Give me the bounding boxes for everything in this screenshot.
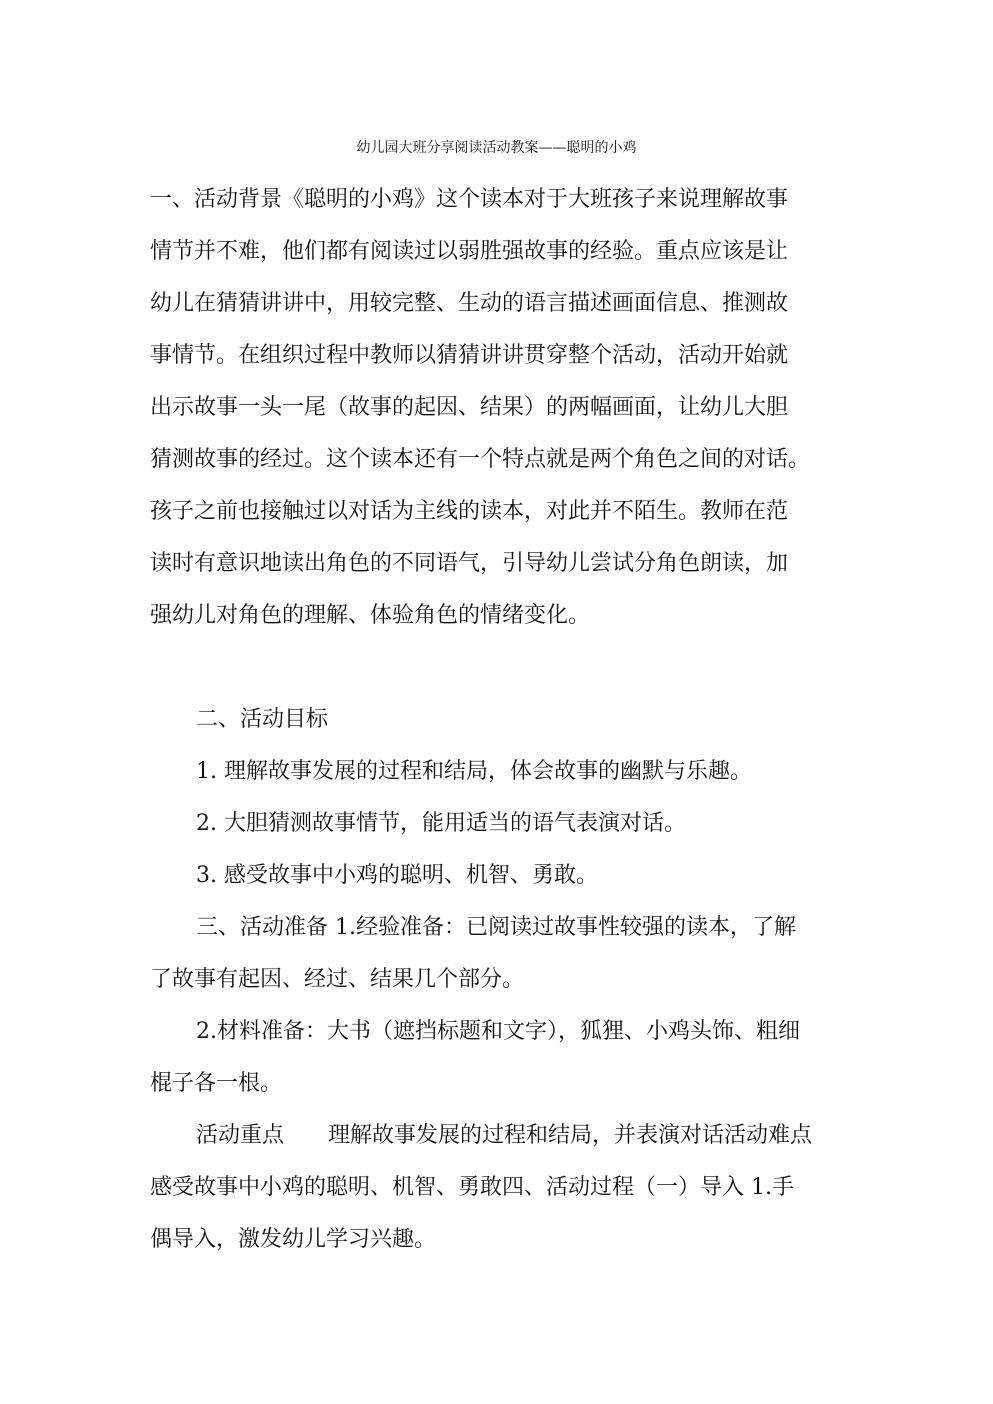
paragraph-line: 读时有意识地读出角色的不同语气，引导幼儿尝试分角色朗读，加 <box>150 551 789 576</box>
document-title: 幼儿园大班分享阅读活动教案——聪明的小鸡 <box>356 140 637 156</box>
paragraph-line: 一、活动背景《聪明的小鸡》这个读本对于大班孩子来说理解故事 <box>150 187 789 212</box>
paragraph-line: 偶导入，激发幼儿学习兴趣。 <box>150 1227 437 1252</box>
paragraph-line: 孩子之前也接触过以对话为主线的读本，对此并不陌生。教师在范 <box>150 499 789 524</box>
paragraph-line: 情节并不难，他们都有阅读过以弱胜强故事的经验。重点应该是让 <box>150 239 789 264</box>
paragraph-line: 棍子各一根。 <box>150 1071 283 1096</box>
paragraph-line: 猜测故事的经过。这个读本还有一个特点就是两个角色之间的对话。 <box>150 447 811 472</box>
paragraph-line: 事情节。在组织过程中教师以猜猜讲讲贯穿整个活动，活动开始就 <box>150 343 789 368</box>
section-heading: 二、活动目标 <box>196 707 329 732</box>
paragraph-line: 感受故事中小鸡的聪明、机智、勇敢四、活动过程（一）导入 1.手 <box>150 1175 794 1200</box>
paragraph-line: 三、活动准备 1.经验准备：已阅读过故事性较强的读本，了解 <box>196 915 796 940</box>
paragraph-line: 强幼儿对角色的理解、体验角色的情绪变化。 <box>150 603 591 628</box>
paragraph-line: 出示故事一头一尾（故事的起因、结果）的两幅画面，让幼儿大胆 <box>150 395 789 420</box>
paragraph-line: 2.材料准备：大书（遮挡标题和文字），狐狸、小鸡头饰、粗细 <box>196 1019 800 1044</box>
paragraph-line: 活动重点 理解故事发展的过程和结局，并表演对话活动难点 <box>196 1123 813 1148</box>
paragraph-line: 了故事有起因、经过、结果几个部分。 <box>150 967 525 992</box>
list-item: 2. 大胆猜测故事情节，能用适当的语气表演对话。 <box>196 811 686 836</box>
paragraph-line: 幼儿在猜猜讲讲中，用较完整、生动的语言描述画面信息、推测故 <box>150 291 789 316</box>
list-item: 1. 理解故事发展的过程和结局，体会故事的幽默与乐趣。 <box>196 759 752 784</box>
list-item: 3. 感受故事中小鸡的聪明、机智、勇敢。 <box>196 863 598 888</box>
